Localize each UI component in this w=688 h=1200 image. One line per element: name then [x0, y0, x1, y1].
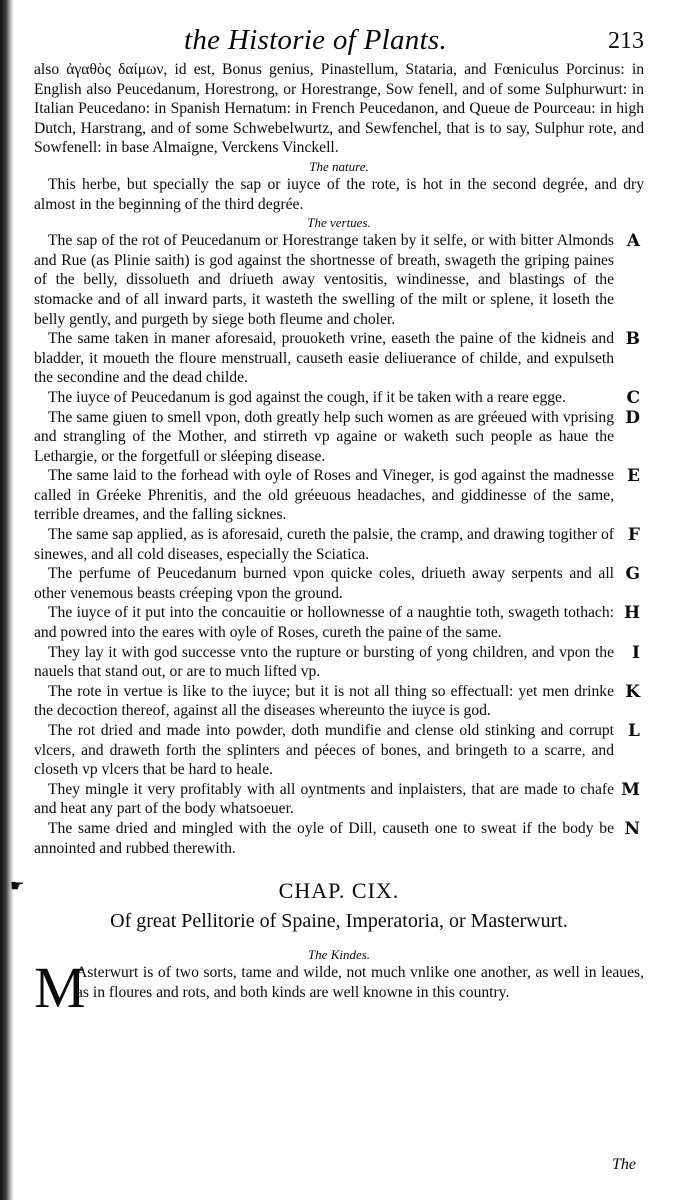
marginal-letter: C: [626, 387, 640, 408]
virtue-b: [34, 329, 644, 388]
folio-number: 213: [608, 28, 644, 54]
page-binding-edge: [0, 0, 14, 1200]
virtue-text: They mingle it very profitably with all oyntments and inplaisters, that are made to chafe and heat any part of the body whatsoeuer.: [34, 780, 614, 818]
running-title: the Historie of Plants.: [184, 24, 448, 56]
virtue-f: [34, 525, 644, 564]
virtue-c: [34, 388, 644, 408]
virtue-a: [34, 231, 644, 329]
virtue-text: The perfume of Peucedanum burned vpon quicke coles, driueth away serpents and all other venemous beasts créeping vpon the ground.: [34, 565, 614, 602]
virtue-text: The same laid to the forhead with oyle of Roses and Vineger, is god against the madnesse called in Gréeke Phrenitis, and the old gréeuous headaches, and giddinesse of the same, terrible dreames, and the falling sicknes.: [34, 467, 614, 524]
chapter-number: CHAP. CIX.: [278, 878, 400, 904]
kinds-heading: The Kindes.: [307, 947, 371, 963]
virtue-text: The sap of the rot of Peucedanum or Horestrange taken by it selfe, or with bitter Almonds and Rue (as Plinie saith) is god against the shortnesse of breath, swageth the griping paines of the belly, dissolueth and driueth away ventositis, windinesse, and blastings of the stomacke and of all inward parts, it wasteth the swelling of the milt or splene, it loseth the belly gently, and purgeth by siege both fleume and choler.: [34, 232, 614, 328]
virtue-m: [34, 780, 644, 819]
marginal-letter: N: [624, 818, 640, 839]
marginal-letter: B: [625, 329, 640, 350]
virtue-text: The same taken in maner aforesaid, prouoketh vrine, easeth the paine of the kidneis and bladder, it moueth the floure menstruall, causeth easie deliuerance of childe, and expulseth the secondine and the dead childe.: [34, 330, 614, 387]
virtue-text: The same dried and mingled with the oyle of Dill, causeth one to sweat if the body be annointed and rubbed therewith.: [34, 819, 614, 857]
virtue-e: [34, 466, 644, 525]
virtue-k: [34, 682, 644, 721]
virtue-g: [34, 564, 644, 603]
virtue-text: They lay it with god successe vnto the rupture or bursting of yong children, and vpon the nauels that stand out, or are to much lifted vp.: [34, 643, 614, 681]
marginal-letter: I: [632, 642, 640, 663]
nature-heading: The nature.: [309, 158, 369, 174]
virtue-text: The iuyce of it put into the concauitie or hollownesse of a naughtie toth, swageth tothach: and powred into the eares with oyle of Roses, cureth the paine of the same.: [34, 604, 614, 642]
marginal-letter: H: [623, 603, 640, 624]
page-header: [34, 20, 644, 60]
marginal-letter: L: [628, 721, 640, 741]
marginal-letter: G: [625, 564, 640, 585]
pointing-hand-icon: ☛: [10, 878, 25, 895]
marginal-letter: D: [625, 407, 640, 428]
nature-paragraph: This herbe, but specially the sap or iuyce of the rote, is hot in the second degrée, and dry almost in the beginning of the third degrée.: [34, 175, 644, 213]
marginal-letter: M: [621, 779, 640, 800]
marginal-letter: A: [626, 231, 640, 252]
virtue-h: [34, 603, 644, 642]
vertues-heading: The vertues.: [307, 215, 371, 231]
virtue-text: The rot dried and made into powder, doth mundifie and clense old stinking and corrupt vlcers, and draweth forth the splinters and péeces of bones, and bringeth to a scarre, and closeth vp vlcers that be hard to heale.: [34, 722, 614, 779]
marginal-letter: K: [625, 681, 640, 702]
marginal-letter: F: [627, 525, 640, 546]
virtue-text: The rote in vertue is like to the iuyce; but it is not all thing so effectuall: yet men drinke the decoction thereof, against all the diseases whereunto the iuyce is god.: [34, 682, 614, 720]
virtue-d: [34, 408, 644, 467]
drop-cap: M: [34, 955, 86, 1021]
virtue-n: [34, 819, 644, 858]
virtue-i: [34, 643, 644, 682]
catchword: The: [612, 1156, 636, 1173]
chapter-title: Of great Pellitorie of Spaine, Imperatoria, or Masterwurt.: [110, 910, 568, 933]
virtue-text: The iuyce of Peucedanum is god against the cough, if it be taken with a reare egge.: [48, 388, 566, 406]
virtue-text: The same giuen to smell vpon, doth greatly help such women as are gréeued with vprising and strangling of the Mother, and stirreth vp againe or waketh such people as haue the Lethargie, or the forgetfull or sléeping disease.: [34, 408, 614, 465]
virtue-text: The same sap applied, as is aforesaid, cureth the palsie, the cramp, and drawing togither of sinewes, and all cold diseases, especially the Sciatica.: [34, 526, 614, 563]
virtue-l: [34, 721, 644, 780]
kinds-text: Asterwurt is of two sorts, tame and wilde, not much vnlike one another, as well in leaues, as in floures and rots, and both kinds are well knowne in this country.: [76, 964, 644, 1001]
book-page: [34, 20, 644, 1180]
marginal-letter: E: [627, 466, 640, 487]
synonyms-paragraph: also ἀγαθὸς δαίμων, id est, Bonus genius, Pinastellum, Stataria, and Fœniculus Porcinus: in English also Peucedanum, Horestrong, or Horestrange, Sow fenell, and of some Sulphurwurt: in Italian Peucedano: in Spanish Hernatum: in French Peucedanon, and Queue de Pourceau: in high Dutch, Harstrang, and of some Schwebelwurtz, and Sewfenchel, that is to say, Sulphur rote, and Sowfenell: in base Almaigne, Verckens Vinckell.: [34, 61, 644, 157]
